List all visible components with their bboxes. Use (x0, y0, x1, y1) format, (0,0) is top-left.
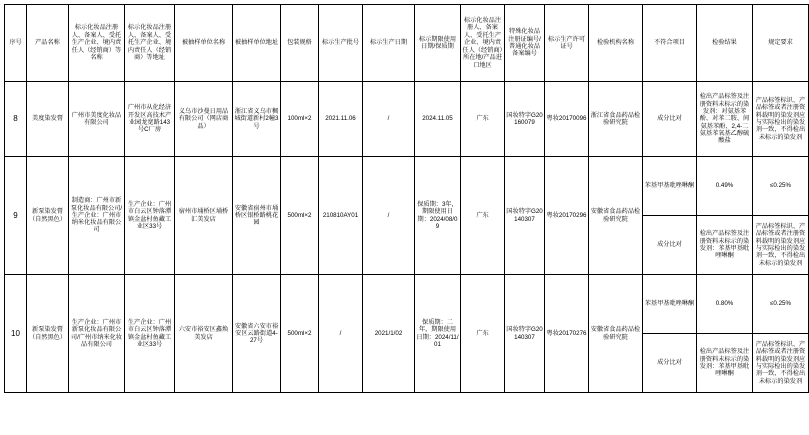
row-registrant-address: 广州市从化经济开发区高技术产业园龙宽路143号C厂房 (125, 82, 175, 157)
row-product-name: 新泵染发膏（自然黑色） (27, 157, 69, 275)
table-row (5, 157, 809, 216)
table-row (5, 275, 809, 334)
table-row (5, 82, 809, 157)
row-production-date: / (363, 157, 415, 275)
col-header-seq: 序号 (5, 5, 27, 82)
row-sampled-unit-address: 浙江省义乌市稠城街道新村2幢3号 (233, 82, 281, 157)
row-result: 检出产品标签及注册资料未标示的染发剂：对氨基苯酚、对苯二胺、间氨基苯酚、2,4-二氨基苯氧基乙醇硫酸盐 (697, 82, 753, 157)
row-nonconforming-item: 成分比对 (643, 82, 697, 157)
row-registrant-address: 生产企业：广州市白云区钟落潭镇金盆村鱼藏工业区33号 (125, 275, 175, 393)
row-institution: 安徽省食品药品检验研究院 (589, 157, 643, 275)
row-batch-no: 210810AY01 (319, 157, 363, 275)
row-sampled-unit-name: 义乌市沙曼日用品有限公司（网店商品） (175, 82, 233, 157)
row-requirement: 产品标签标识、产品标签或者注册资料载明的染发剂应与实际检出的染发剂一致，不得检出未标示的染发剂 (753, 334, 809, 393)
col-header-registrant-address: 标示化妆品注册人、备案人、受托生产企业、境内责任人（经销商）等地址 (125, 5, 175, 82)
row-registrant-address: 生产企业：广州市白云区钟落潭镇金盆村鱼藏工业区33号 (125, 157, 175, 275)
row-license-no: 粤妆20170296 (545, 157, 589, 275)
row-requirement: 产品标签标识、产品标签或者注册资料载明的染发剂应与实际检出的染发剂一致，不得检出未标示的染发剂 (753, 216, 809, 275)
row-use-period: 2024.11.05 (415, 82, 461, 157)
row-package-spec: 100ml×2 (281, 82, 319, 157)
row-production-date: / (363, 82, 415, 157)
row-product-name: 新泵染发膏（自然黑色） (27, 275, 69, 393)
table-body (5, 82, 809, 393)
row-result: 检出产品标签及注册资料未标示的染发剂：苯基甲基吡唑啉酮 (697, 334, 753, 393)
row-registrant-name: 制造商：广州市新泵化妆品有限公司/生产企业：广州市纳米化妆品有限公司 (69, 157, 125, 275)
row-registrant-name: 广州市美度化妆品有限公司 (69, 82, 125, 157)
row-use-period: 保质期：3年，期限使用日期：2024/08/09 (415, 157, 461, 275)
col-header-product-name: 产品名称 (27, 5, 69, 82)
row-institution: 浙江省食品药品检验研究院 (589, 82, 643, 157)
row-registrant-name: 生产企业：广州市新泵化妆品有限公司/广州市纳米化妆品有限公司 (69, 275, 125, 393)
row-nonconforming-item: 苯基甲基吡唑啉酮 (643, 275, 697, 334)
row-record-no: 国妆特字G20140307 (505, 275, 545, 393)
row-production-date: 2021/1/02 (363, 275, 415, 393)
inspection-results-table (4, 4, 809, 393)
col-header-result: 检验结果 (697, 5, 753, 82)
col-header-registrant-name: 标示化妆品注册人、备案人、受托生产企业、境内责任人（经销商）等名称 (69, 5, 125, 82)
row-package-spec: 500ml×2 (281, 157, 319, 275)
row-seq: 9 (5, 157, 27, 275)
row-region: 广东 (461, 82, 505, 157)
row-record-no: 国妆特字G20140307 (505, 157, 545, 275)
table-header (5, 5, 809, 82)
col-header-record-no: 特殊化妆品注册证编号/普通化妆品备案编号 (505, 5, 545, 82)
col-header-region: 标示化妆品注册人、备案人、受托生产企业、境内责任人（经销商）所在地/产品进口地区 (461, 5, 505, 82)
row-requirement: ≤0.25% (753, 275, 809, 334)
row-product-name: 美度染发膏 (27, 82, 69, 157)
row-seq: 10 (5, 275, 27, 393)
col-header-institution: 检验机构名称 (589, 5, 643, 82)
row-region: 广东 (461, 275, 505, 393)
row-sampled-unit-name: 宿州市埇桥区埇桥汇美发店 (175, 157, 233, 275)
col-header-production-date: 标示生产日期 (363, 5, 415, 82)
row-sampled-unit-address: 安徽省宿州市埇桥区银桥路桃花园 (233, 157, 281, 275)
col-header-nonconforming-item: 不符合项目 (643, 5, 697, 82)
col-header-requirement: 规定要求 (753, 5, 809, 82)
row-requirement: ≤0.25% (753, 157, 809, 216)
row-institution: 安徽省食品药品检验研究院 (589, 275, 643, 393)
row-seq: 8 (5, 82, 27, 157)
row-result: 0.80% (697, 275, 753, 334)
col-header-sampled-unit-name: 被抽样单位名称 (175, 5, 233, 82)
table-header-row (5, 5, 809, 82)
row-license-no: 粤妆20170276 (545, 275, 589, 393)
row-package-spec: 500ml×2 (281, 275, 319, 393)
row-license-no: 粤妆20170096 (545, 82, 589, 157)
row-batch-no: / (319, 275, 363, 393)
row-sampled-unit-address: 安徽省六安市裕安区云路街道4-27号 (233, 275, 281, 393)
row-requirement: 产品标签标识、产品标签或者注册资料载明的染发剂应与实际检出的染发剂一致，不得检出未标示的染发剂 (753, 82, 809, 157)
col-header-license-no: 标示生产许可证号 (545, 5, 589, 82)
col-header-package-spec: 包装规格 (281, 5, 319, 82)
row-nonconforming-item: 成分比对 (643, 334, 697, 393)
row-result: 0.49% (697, 157, 753, 216)
col-header-sampled-unit-address: 被抽样单位地址 (233, 5, 281, 82)
row-nonconforming-item: 成分比对 (643, 216, 697, 275)
row-use-period: 保质期：二年，期限使用日期：2024/11/01 (415, 275, 461, 393)
col-header-use-period: 标示期限使用日期/保质期 (415, 5, 461, 82)
row-sampled-unit-name: 六安市裕安区鑫焕美发店 (175, 275, 233, 393)
col-header-batch-no: 标示生产批号 (319, 5, 363, 82)
row-nonconforming-item: 苯基甲基吡唑啉酮 (643, 157, 697, 216)
row-record-no: 国妆特字G20160079 (505, 82, 545, 157)
row-region: 广东 (461, 157, 505, 275)
row-batch-no: 2021.11.06 (319, 82, 363, 157)
row-result: 检出产品标签及注册资料未标示的染发剂：苯基甲基吡唑啉酮 (697, 216, 753, 275)
